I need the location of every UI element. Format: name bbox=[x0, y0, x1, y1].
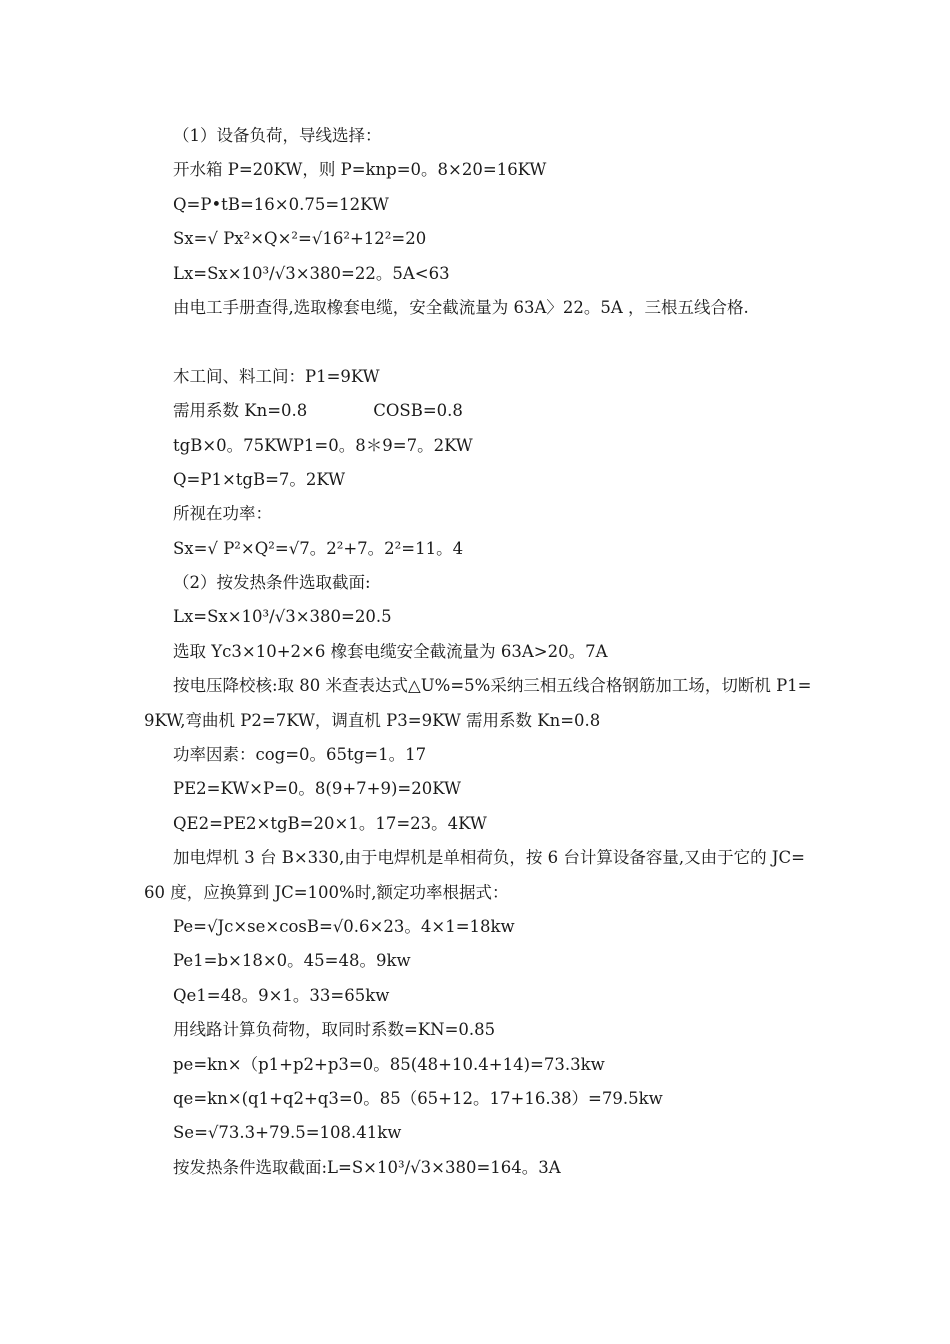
formula-line: Sx=√ Px²×Q×²=√16²+12²=20 bbox=[173, 229, 427, 249]
coefficient-line bbox=[144, 394, 814, 428]
formula-line: Q=P•tB=16×0.75=12KW bbox=[173, 194, 389, 214]
formula-line: PE2=KW×P=0。8(9+7+9)=20KW bbox=[173, 779, 461, 799]
formula-line: tgB×0。75KWP1=0。8＊9=7。2KW bbox=[173, 435, 473, 455]
text-line: 所视在功率： bbox=[173, 504, 272, 524]
coefficient-kn: 需用系数 Kn=0.8 bbox=[173, 401, 308, 421]
formula-line: Lx=Sx×10³/√3×380=20.5 bbox=[173, 607, 392, 627]
formula-line: Pe=√Jc×se×cosB=√0.6×23。4×1=18kw bbox=[173, 917, 515, 937]
paragraph: 加电焊机 3 台 B×330,由于电焊机是单相荷负，按 6 台计算设备容量,又由于它的 JC=60 度，应换算到 JC=100%时,额定功率根据式： bbox=[144, 848, 805, 902]
formula-line: Qe1=48。9×1。33=65kw bbox=[173, 985, 390, 1005]
coefficient-cosb: COSB=0.8 bbox=[373, 401, 463, 421]
formula-line: pe=kn×（p1+p2+p3=0。85(48+10.4+14)=73.3kw bbox=[173, 1054, 605, 1074]
text-line: 用线路计算负荷物，取同时系数=KN=0.85 bbox=[173, 1020, 496, 1040]
formula-line: 按发热条件选取截面:L=S×10³/√3×380=164。3A bbox=[173, 1157, 561, 1177]
formula-line: QE2=PE2×tgB=20×1。17=23。4KW bbox=[173, 813, 487, 833]
section-heading-1: （1）设备负荷，导线选择： bbox=[173, 126, 382, 145]
paragraph: 由电工手册查得,选取橡套电缆，安全截流量为 63A〉22。5A ，三根五线合格. bbox=[173, 297, 749, 317]
formula-line: Sx=√ P²×Q²=√7。2²+7。2²=11。4 bbox=[173, 538, 464, 558]
formula-line: Pe1=b×18×0。45=48。9kw bbox=[173, 951, 411, 971]
formula-line: qe=kn×(q1+q2+q3=0。85（65+12。17+16.38）=79.5kw bbox=[173, 1088, 663, 1108]
paragraph: 按电压降校核:取 80 米查表达式△U%=5%采纳三相五线合格钢筋加工场，切断机 P1=9KW,弯曲机 P2=7KW，调直机 P3=9KW 需用系数 Kn=0.8 bbox=[144, 676, 812, 730]
text-line: 功率因素：cog=0。65tg=1。17 bbox=[173, 745, 427, 765]
document-body bbox=[144, 119, 814, 1185]
text-line: 木工间、料工间：P1=9KW bbox=[173, 366, 380, 386]
text-line: 选取 Yc3×10+2×6 橡套电缆安全截流量为 63A>20。7A bbox=[173, 641, 608, 661]
text-line: 开水箱 P=20KW，则 P=knp=0。8×20=16KW bbox=[173, 160, 547, 180]
section-heading-2: （2）按发热条件选取截面: bbox=[173, 573, 371, 593]
formula-line: Se=√73.3+79.5=108.41kw bbox=[173, 1123, 402, 1143]
formula-line: Q=P1×tgB=7。2KW bbox=[173, 469, 346, 489]
formula-line: Lx=Sx×10³/√3×380=22。5A<63 bbox=[173, 263, 450, 283]
